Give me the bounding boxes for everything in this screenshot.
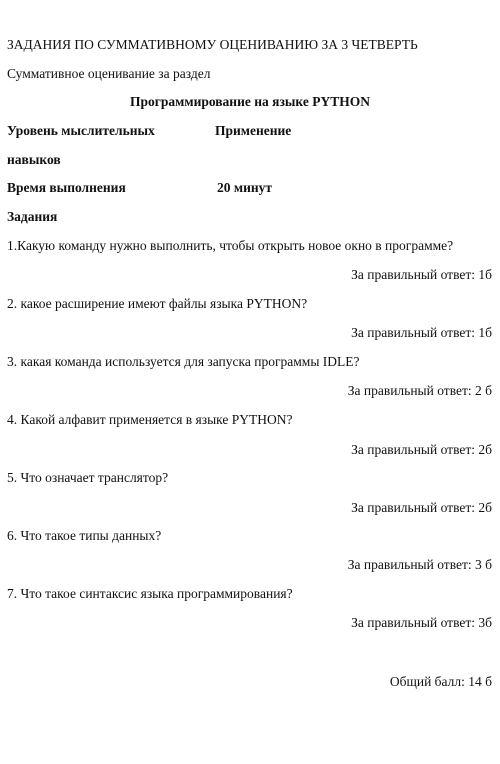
time-label: Время выполнения <box>7 180 126 195</box>
level-value: Применение <box>215 123 292 138</box>
task-score: За правильный ответ: 1б <box>351 267 492 282</box>
task-score: За правильный ответ: 3б <box>351 615 492 630</box>
task-score: За правильный ответ: 1б <box>351 325 492 340</box>
task-score: За правильный ответ: 3 б <box>347 557 492 572</box>
task-question: 2. какое расширение имеют файлы языка PYTHON? <box>7 296 308 311</box>
task-question: 6. Что такое типы данных? <box>7 528 162 543</box>
section-title: Программирование на языке PYTHON <box>130 94 370 109</box>
level-label-continued: навыков <box>7 152 61 167</box>
level-label: Уровень мыслительных <box>7 123 155 138</box>
document-title: ЗАДАНИЯ ПО СУММАТИВНОМУ ОЦЕНИВАНИЮ ЗА 3 ЧЕТВЕРТЬ <box>7 37 418 52</box>
task-question: 1.Какую команду нужно выполнить, чтобы открыть новое окно в программе? <box>7 238 454 253</box>
task-question: 4. Какой алфавит применяется в языке PYTHON? <box>7 412 293 427</box>
task-score: За правильный ответ: 2 б <box>347 383 492 398</box>
task-question: 5. Что означает транслятор? <box>7 470 169 485</box>
total-score: Общий балл: 14 б <box>389 674 492 689</box>
tasks-heading: Задания <box>7 209 58 224</box>
task-question: 7. Что такое синтаксис языка программирования? <box>7 586 293 601</box>
task-score: За правильный ответ: 2б <box>351 442 492 457</box>
time-value: 20 минут <box>217 180 273 195</box>
task-score: За правильный ответ: 2б <box>351 500 492 515</box>
document-subtitle: Суммативное оценивание за раздел <box>7 66 211 81</box>
task-question: 3. какая команда используется для запуска программы IDLE? <box>7 354 360 369</box>
